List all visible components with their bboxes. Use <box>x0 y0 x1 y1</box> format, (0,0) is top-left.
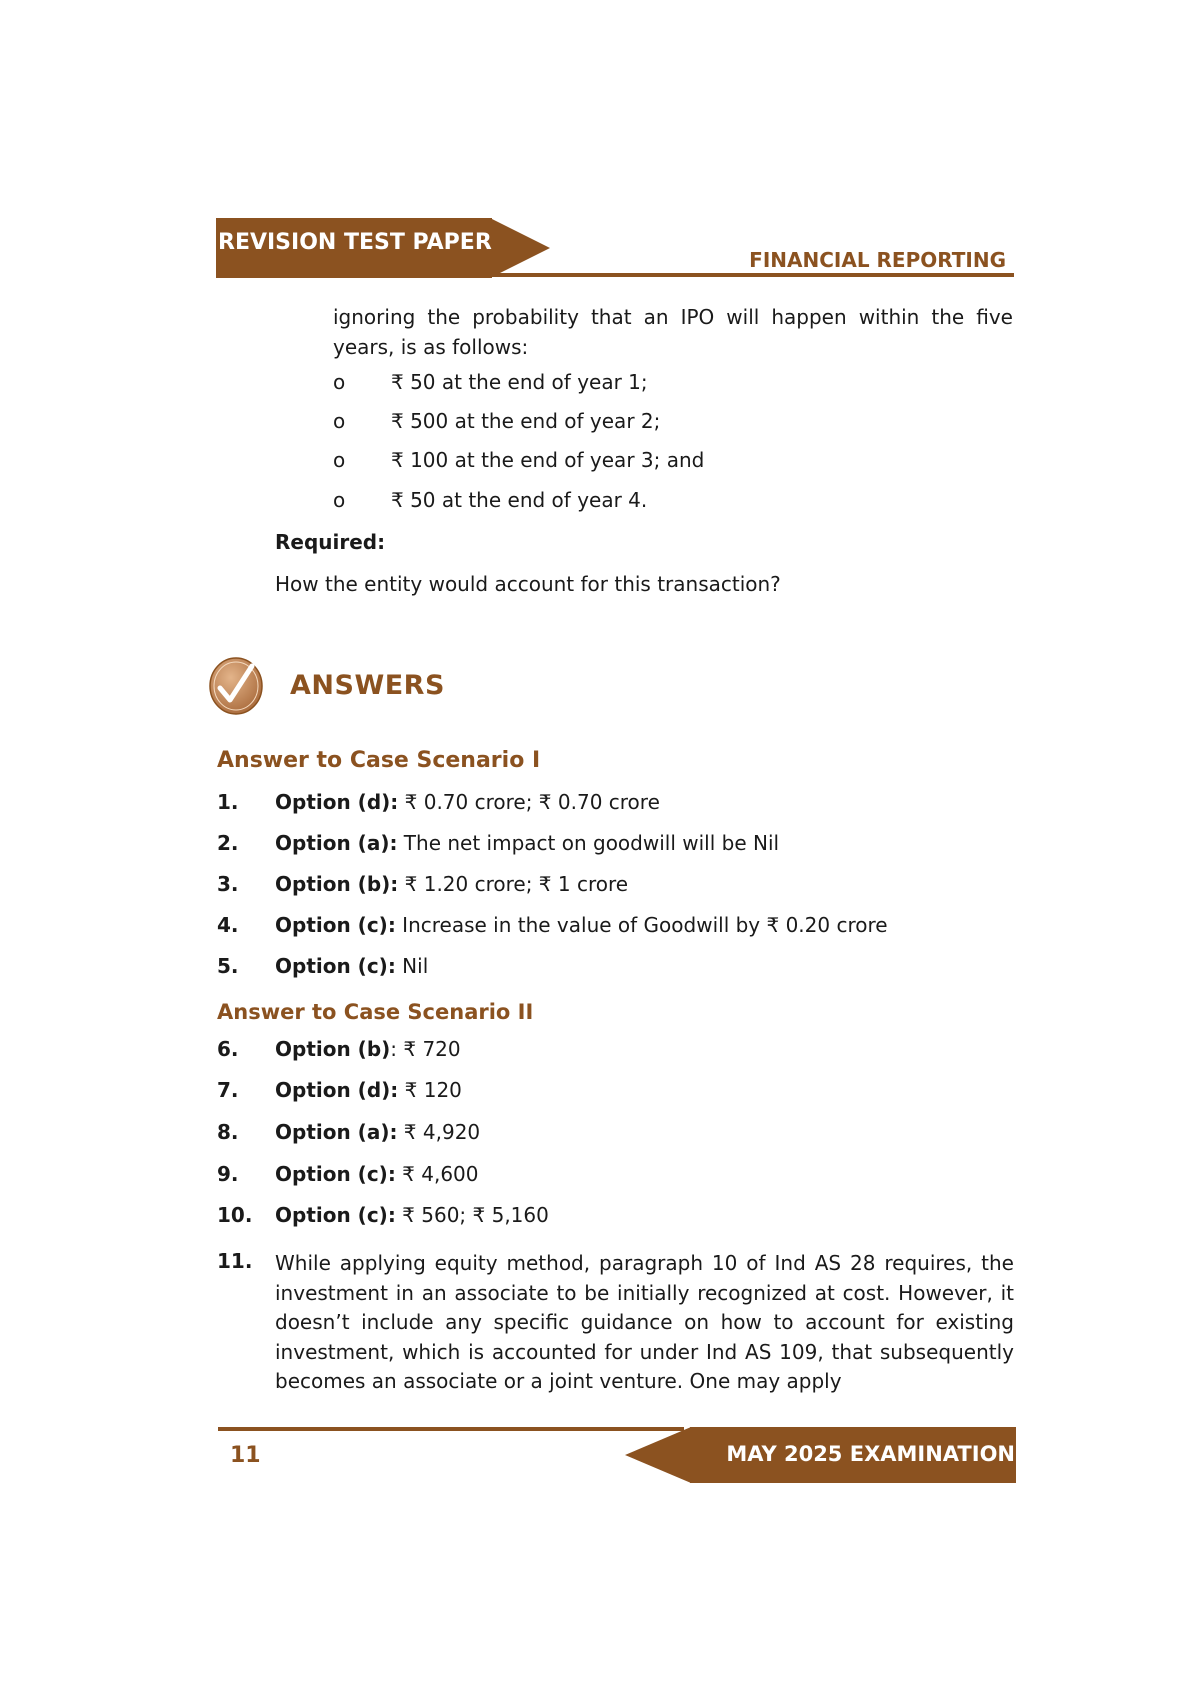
header-subject: FINANCIAL REPORTING <box>749 248 1006 272</box>
answer-number: 8. <box>217 1120 239 1144</box>
answer-number: 6. <box>217 1037 239 1061</box>
answer-number: 7. <box>217 1078 239 1102</box>
answer-number: 10. <box>217 1203 253 1227</box>
answer-number: 9. <box>217 1162 239 1186</box>
footer-exam-label: MAY 2025 EXAMINATION <box>726 1442 1015 1466</box>
answer-text: Increase in the value of Goodwill by ₹ 0.20 crore <box>395 913 888 937</box>
answer-option: Option (a): <box>275 1120 398 1144</box>
answer-text: ₹ 4,600 <box>395 1162 479 1186</box>
check-circle-icon <box>208 654 264 716</box>
header-rule <box>490 273 1014 277</box>
footer-rule <box>218 1427 684 1431</box>
footer-banner-arrow <box>625 1427 691 1483</box>
answer-option: Option (d): <box>275 1078 399 1102</box>
answer-text: ₹ 0.70 crore; ₹ 0.70 crore <box>398 790 660 814</box>
answer-option: Option (a): <box>275 831 398 855</box>
bullet-text: ₹ 500 at the end of year 2; <box>391 409 661 433</box>
header-banner-arrow <box>490 218 550 278</box>
answer-option: Option (c): <box>275 1203 396 1227</box>
intro-paragraph: ignoring the probability that an IPO will happen within the five years, is as follows: <box>333 305 1013 359</box>
bullet-text: ₹ 100 at the end of year 3; and <box>391 448 705 472</box>
answer-number: 2. <box>217 831 239 855</box>
required-text: How the entity would account for this transaction? <box>275 572 781 596</box>
answer-option: Option (c): <box>275 1162 396 1186</box>
header-title: REVISION TEST PAPER <box>218 230 492 255</box>
answer-text: ₹ 120 <box>398 1078 462 1102</box>
answer-11-paragraph: While applying equity method, paragraph 10 of Ind AS 28 requires, the investment in an associate to be initially recognized at cost. However, it doesn’t include any specific guidance on how to account for existing investment, which is accounted for under Ind AS 109, that subsequently becomes an associate or a joint venture. One may apply <box>275 1251 1014 1393</box>
bullet-marker: o <box>333 409 346 433</box>
page-number: 11 <box>230 1443 261 1468</box>
required-label: Required: <box>275 530 386 554</box>
answer-number: 1. <box>217 790 239 814</box>
answer-option: Option (d): <box>275 790 399 814</box>
answer-number: 11. <box>217 1249 253 1273</box>
scenario-2-heading: Answer to Case Scenario II <box>217 1000 534 1024</box>
answer-text: ₹ 4,920 <box>397 1120 481 1144</box>
answer-text: : ₹ 720 <box>390 1037 461 1061</box>
answer-option: Option (c): <box>275 913 396 937</box>
answer-number: 5. <box>217 954 239 978</box>
answer-option: Option (c): <box>275 954 396 978</box>
bullet-marker: o <box>333 448 346 472</box>
bullet-item <box>333 370 648 400</box>
answers-heading: ANSWERS <box>290 670 445 701</box>
answer-text: ₹ 1.20 crore; ₹ 1 crore <box>398 872 629 896</box>
bullet-item <box>333 448 704 478</box>
bullet-item <box>333 488 647 518</box>
answer-number: 4. <box>217 913 239 937</box>
answer-option: Option (b) <box>275 1037 391 1061</box>
bullet-marker: o <box>333 370 346 394</box>
bullet-item <box>333 409 660 439</box>
answer-text: The net impact on goodwill will be Nil <box>397 831 780 855</box>
scenario-1-heading: Answer to Case Scenario I <box>217 748 541 773</box>
answer-option: Option (b): <box>275 872 399 896</box>
bullet-text: ₹ 50 at the end of year 4. <box>391 488 648 512</box>
bullet-marker: o <box>333 488 346 512</box>
answer-number: 3. <box>217 872 239 896</box>
bullet-text: ₹ 50 at the end of year 1; <box>391 370 648 394</box>
answer-text: Nil <box>395 954 429 978</box>
answer-text: ₹ 560; ₹ 5,160 <box>395 1203 549 1227</box>
